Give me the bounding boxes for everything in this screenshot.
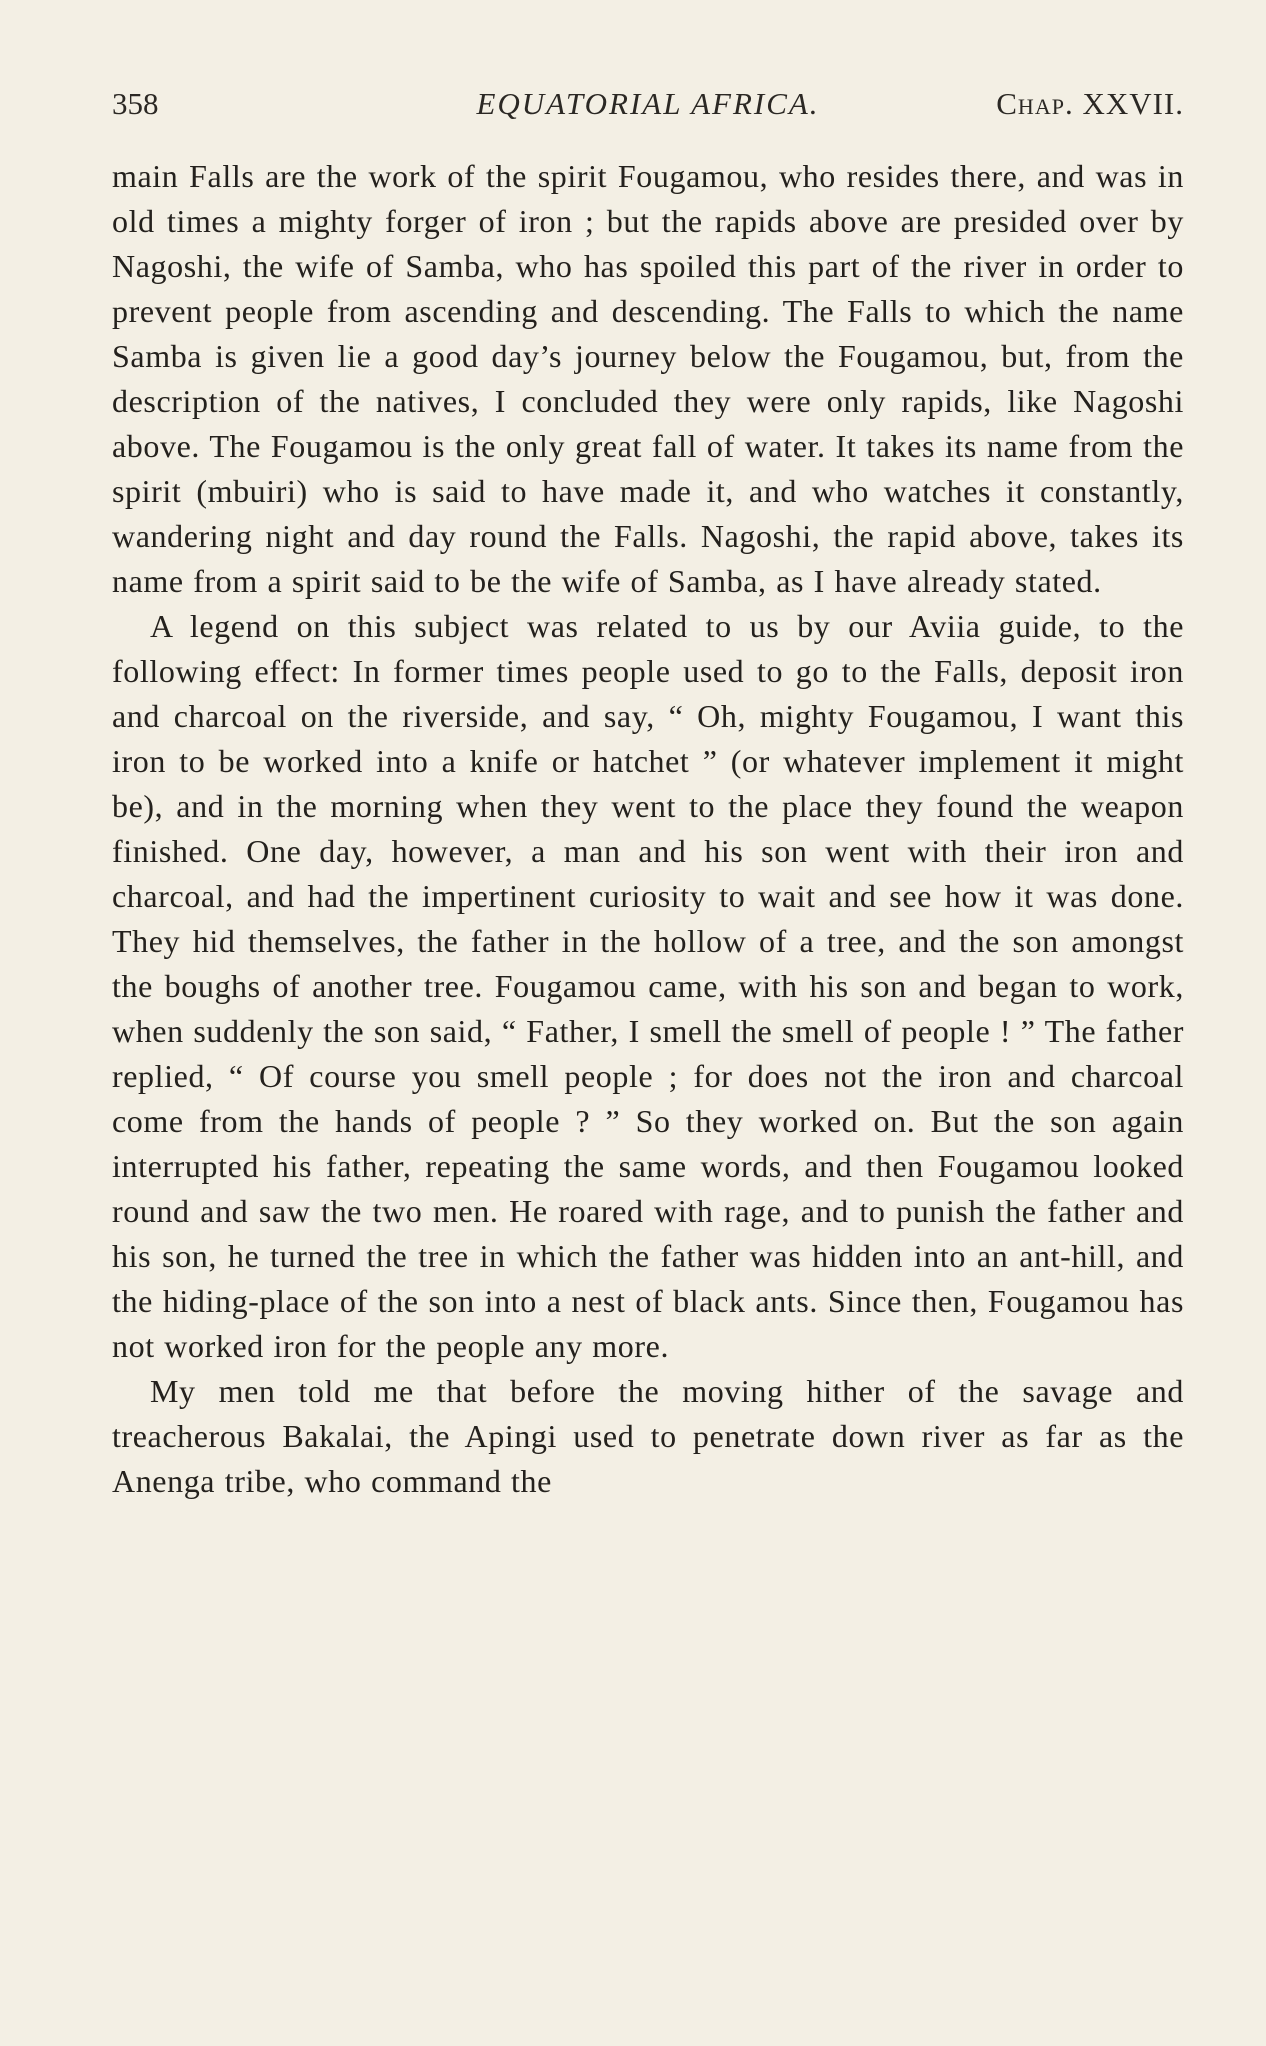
running-title: EQUATORIAL AFRICA.: [476, 86, 820, 121]
page-number: 358: [112, 86, 159, 121]
running-head: [112, 82, 1184, 126]
body-text: [112, 154, 1184, 1504]
paragraph-legend: A legend on this subject was related to us by our Aviia guide, to the following effect: In former times people used to go to the Falls, deposit iron and charcoal on the riverside, and say, “ Oh, mighty Fougamou, I want this iron to be worked into a knife or hatchet ” (or whatever implement it might be), and in the morning when they went to the place they found the weapon finished. One day, however, a man and his son went with their iron and charcoal, and had the impertinent curiosity to wait and see how it was done. They hid themselves, the father in the hollow of a tree, and the son amongst the boughs of another tree. Fougamou came, with his son and began to work, when suddenly the son said, “ Father, I smell the smell of people ! ” The father replied, “ Of course you smell people ; for does not the iron and charcoal come from the hands of people ? ” So they worked on. But the son again interrupted his father, repeating the same words, and then Fougamou looked round and saw the two men. He roared with rage, and to punish the father and his son, he turned the tree in which the father was hidden into an ant-hill, and the hiding-place of the son into a nest of black ants. Since then, Fougamou has not worked iron for the people any more.: [112, 608, 1184, 1364]
paragraph-continued: main Falls are the work of the spirit Fougamou, who resides there, and was in old times a mighty forger of iron ; but the rapids above are presided over by Nagoshi, the wife of Samba, who has spoiled this part of the river in order to prevent people from ascending and descending. The Falls to which the name Samba is given lie a good day’s journey below the Fougamou, but, from the description of the natives, I concluded they were only rapids, like Nagoshi above. The Fougamou is the only great fall of water. It takes its name from the spirit (mbuiri) who is said to have made it, and who watches it constantly, wandering night and day round the Falls. Nagoshi, the rapid above, takes its name from a spirit said to be the wife of Samba, as I have already stated.: [112, 158, 1184, 599]
paragraph-apingi: My men told me that before the moving hither of the savage and treacherous Bakalai, the Apingi used to penetrate down river as far as the Anenga tribe, who command the: [112, 1373, 1184, 1499]
chapter-label: Chap. XXVII.: [996, 86, 1184, 121]
